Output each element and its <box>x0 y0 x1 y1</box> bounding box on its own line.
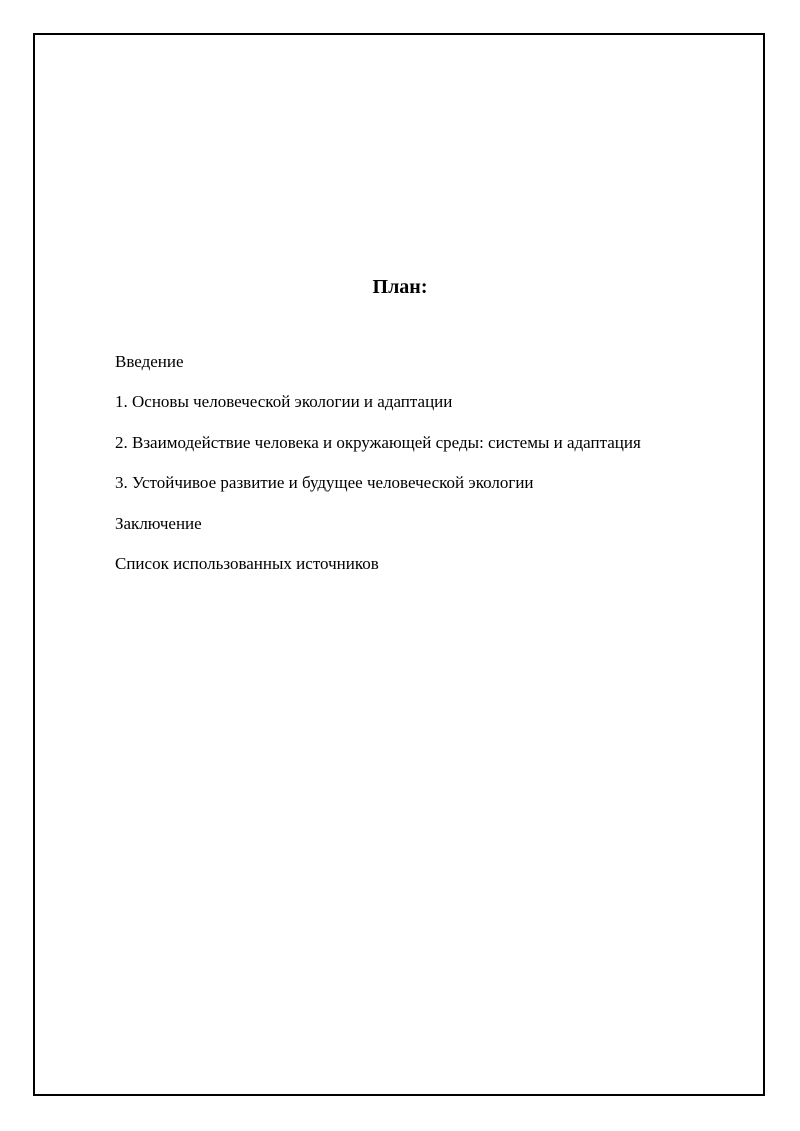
toc-item-references: Список использованных источников <box>115 553 379 573</box>
toc-item-chapter-2: 2. Взаимодействие человека и окружающей среды: системы и адаптация <box>115 432 641 452</box>
toc-item-chapter-1: 1. Основы человеческой экологии и адаптации <box>115 392 453 412</box>
toc-item-introduction: Введение <box>115 352 184 371</box>
page-title: План: <box>372 276 428 298</box>
toc-item-conclusion: Заключение <box>115 513 202 533</box>
table-of-contents <box>115 352 641 594</box>
toc-item-chapter-3: 3. Устойчивое развитие и будущее человеческой экологии <box>115 473 534 493</box>
